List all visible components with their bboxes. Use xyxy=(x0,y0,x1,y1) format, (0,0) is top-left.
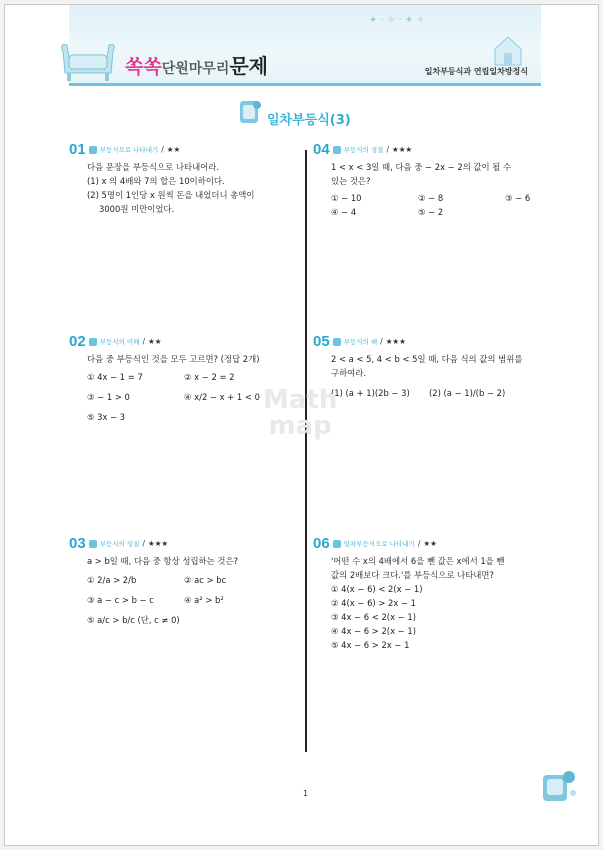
option: ⑤ a/c > b/c (단, c ≠ 0) xyxy=(87,615,180,625)
option: ⑤ 3x − 3 xyxy=(87,412,126,422)
option: ④ 4x − 6 > 2(x − 1) xyxy=(331,626,416,636)
question-stem: 값의 2배보다 크다.'를 부등식으로 나타내면? xyxy=(331,570,494,580)
tag-separator: / xyxy=(142,337,145,346)
question-stem: 2 < a < 5, 4 < b < 5일 때, 다음 식의 값의 범위를 xyxy=(331,354,523,364)
sub-item: (1) x 의 4배와 7의 합은 10이하이다. xyxy=(87,176,225,186)
tag-icon xyxy=(89,146,97,154)
question-01 xyxy=(69,143,297,216)
difficulty-stars: ★★★ xyxy=(147,539,169,548)
question-04 xyxy=(313,143,549,219)
question-stem: '어떤 수 x의 4배에서 6을 뺀 값은 x에서 1을 뺀 xyxy=(331,556,505,566)
tag-separator: / xyxy=(161,145,164,154)
question-03 xyxy=(69,537,297,627)
question-tag: 부등식의 이해 xyxy=(99,338,140,346)
mascot-icon xyxy=(539,767,579,807)
tag-separator: / xyxy=(142,539,145,548)
column-divider xyxy=(305,150,307,752)
question-stem: a > b일 때, 다음 중 항상 성립하는 것은? xyxy=(87,556,239,566)
difficulty-stars: ★★★ xyxy=(385,337,406,346)
question-stem: 1 < x < 3일 때, 다음 중 − 2x − 2의 값이 될 수 xyxy=(331,162,512,172)
question-06 xyxy=(313,537,549,652)
question-number: 01 xyxy=(69,141,86,158)
brand-title xyxy=(125,50,268,79)
brand-pink-text: 쏙쏙 xyxy=(125,56,162,78)
question-05 xyxy=(313,335,549,400)
sub-item: 3000원 미만이었다. xyxy=(99,204,175,214)
brand-bold-text: 문제 xyxy=(229,54,268,78)
tag-icon xyxy=(89,540,97,548)
house-icon xyxy=(491,33,525,67)
tag-separator: / xyxy=(380,337,383,346)
tag-icon xyxy=(333,146,341,154)
question-number: 04 xyxy=(313,141,330,158)
option: ④ − 4 xyxy=(331,207,357,217)
difficulty-stars: ★★★ xyxy=(391,145,413,154)
question-stem: 다음 중 부등식인 것을 모두 고르면? (정답 2개) xyxy=(87,354,260,364)
question-stem: 다음 문장을 부등식으로 나타내어라. xyxy=(87,162,220,172)
sparkle-decoration: ✦ · ✧ · ✦ ✧ xyxy=(369,15,425,26)
tag-separator: / xyxy=(386,145,389,154)
difficulty-stars: ★★ xyxy=(166,145,181,154)
chair-icon xyxy=(57,39,119,83)
option: ⑤ − 2 xyxy=(418,207,444,217)
option: ① 4x − 1 = 7 xyxy=(87,372,143,382)
difficulty-stars: ★★ xyxy=(147,337,162,346)
sub-item: (1) (a + 1)(2b − 3) xyxy=(331,388,410,398)
page-number: 1 xyxy=(303,789,309,798)
option: ④ x/2 − x + 1 < 0 xyxy=(184,392,260,402)
option: ③ a − c > b − c xyxy=(87,595,154,605)
watermark-line: Math xyxy=(263,385,338,415)
question-tag: 부등식의 성질 xyxy=(99,540,140,548)
sub-item: (2) (a − 1)/(b − 2) xyxy=(429,388,506,398)
option: ③ − 1 > 0 xyxy=(87,392,130,402)
watermark-line: map xyxy=(268,411,332,441)
tag-icon xyxy=(333,540,341,548)
option: ② ac > bc xyxy=(184,575,227,585)
tag-icon xyxy=(333,338,341,346)
question-stem: 있는 것은? xyxy=(331,176,371,186)
brand-mid-text: 단원마무리 xyxy=(161,61,230,77)
option: ② x − 2 = 2 xyxy=(184,372,235,382)
watermark xyxy=(263,387,337,439)
option: ① 2/a > 2/b xyxy=(87,575,137,585)
question-tag: 부등식으로 나타내기 xyxy=(99,146,159,154)
question-number: 03 xyxy=(69,535,86,552)
question-tag: 부등식의 성질 xyxy=(343,146,384,154)
question-tag: 일차부등식으로 나타내기 xyxy=(343,540,415,548)
option: ① − 10 xyxy=(331,193,362,203)
question-number: 05 xyxy=(313,333,330,350)
question-number: 06 xyxy=(313,535,330,552)
question-stem: 구하여라. xyxy=(331,368,367,378)
sub-item: (2) 5명이 1인당 x 원씩 돈을 내었더니 총액이 xyxy=(87,190,255,200)
option: ② − 8 xyxy=(418,193,444,203)
question-tag: 부등식의 해 xyxy=(343,338,378,346)
option: ④ a² > b² xyxy=(184,595,224,605)
option: ② 4(x − 6) > 2x − 1 xyxy=(331,598,416,608)
tag-separator: / xyxy=(417,539,421,548)
question-number: 02 xyxy=(69,333,86,350)
section-title: 일차부등식(3) xyxy=(267,113,351,128)
section-icon xyxy=(237,97,263,127)
option: ① 4(x − 6) < 2(x − 1) xyxy=(331,584,423,594)
page-sheet xyxy=(4,4,599,846)
difficulty-stars: ★★ xyxy=(423,539,437,548)
option: ③ 4x − 6 < 2(x − 1) xyxy=(331,612,416,622)
option: ⑤ 4x − 6 > 2x − 1 xyxy=(331,640,410,650)
tag-icon xyxy=(89,338,97,346)
option: ③ − 6 xyxy=(505,193,531,203)
chapter-subtitle: 일차부등식과 연립일차방정식 xyxy=(424,67,528,76)
